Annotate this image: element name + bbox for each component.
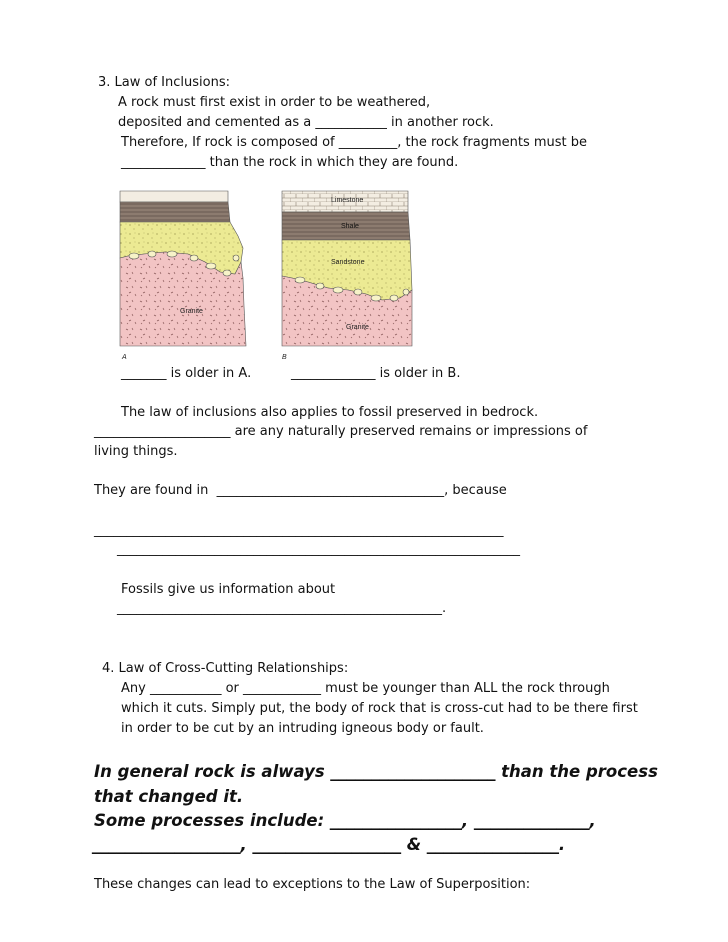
- general-line1: In general rock is always ____________________ than the process: [94, 762, 658, 781]
- section4-line2: which it cuts. Simply put, the body of rock that is cross-cut had to be there first: [121, 701, 638, 716]
- panel-b-letter: B: [282, 354, 287, 361]
- fossils-line3: living things.: [94, 444, 178, 459]
- limestone-label: Limestone: [331, 197, 364, 204]
- general-line4: __________________, __________________ & ________________.: [92, 835, 566, 854]
- panel-a-letter: A: [122, 354, 127, 361]
- older-in-a: _______ is older in A.: [121, 366, 252, 381]
- section4-line3: in order to be cut by an intruding igneous body or fault.: [121, 721, 484, 736]
- section3-heading: 3. Law of Inclusions:: [98, 75, 230, 90]
- footer-line: These changes can lead to exceptions to the Law of Superposition:: [94, 877, 531, 892]
- older-in-b: _____________ is older in B.: [291, 366, 461, 381]
- panel-a: [120, 191, 246, 346]
- section3-line2: deposited and cemented as a ___________ in another rock.: [118, 115, 494, 130]
- panel-b: [282, 191, 412, 346]
- general-line3: Some processes include: ________________, ______________,: [94, 811, 596, 830]
- granite-label-a: Granite: [180, 308, 203, 315]
- sandstone-label: Sandstone: [331, 259, 365, 266]
- fossils-line2: _____________________ are any naturally preserved remains or impressions of: [94, 424, 588, 439]
- fossils-blank3: __________________________________________________.: [117, 601, 447, 616]
- fossils-line1: The law of inclusions also applies to fossil preserved in bedrock.: [121, 405, 539, 420]
- shale-label: Shale: [341, 223, 359, 230]
- section3-line1: A rock must first exist in order to be weathered,: [118, 95, 431, 110]
- section3-line3: Therefore, If rock is composed of _________, the rock fragments must be: [121, 135, 588, 150]
- section4-heading: 4. Law of Cross-Cutting Relationships:: [102, 661, 349, 676]
- section4-line1: Any ___________ or ____________ must be younger than ALL the rock through: [121, 681, 610, 696]
- granite-label-b: Granite: [346, 324, 369, 331]
- fossils-blank1: _______________________________________________________________: [94, 523, 504, 538]
- rock-layers-diagram: [110, 186, 440, 366]
- fossils-found: They are found in ___________________________________, because: [94, 483, 507, 498]
- fossils-blank2: ______________________________________________________________: [117, 542, 520, 557]
- fossils-info: Fossils give us information about: [121, 582, 336, 597]
- section3-line4: _____________ than the rock in which they are found.: [121, 155, 459, 170]
- general-line2: that changed it.: [94, 787, 244, 806]
